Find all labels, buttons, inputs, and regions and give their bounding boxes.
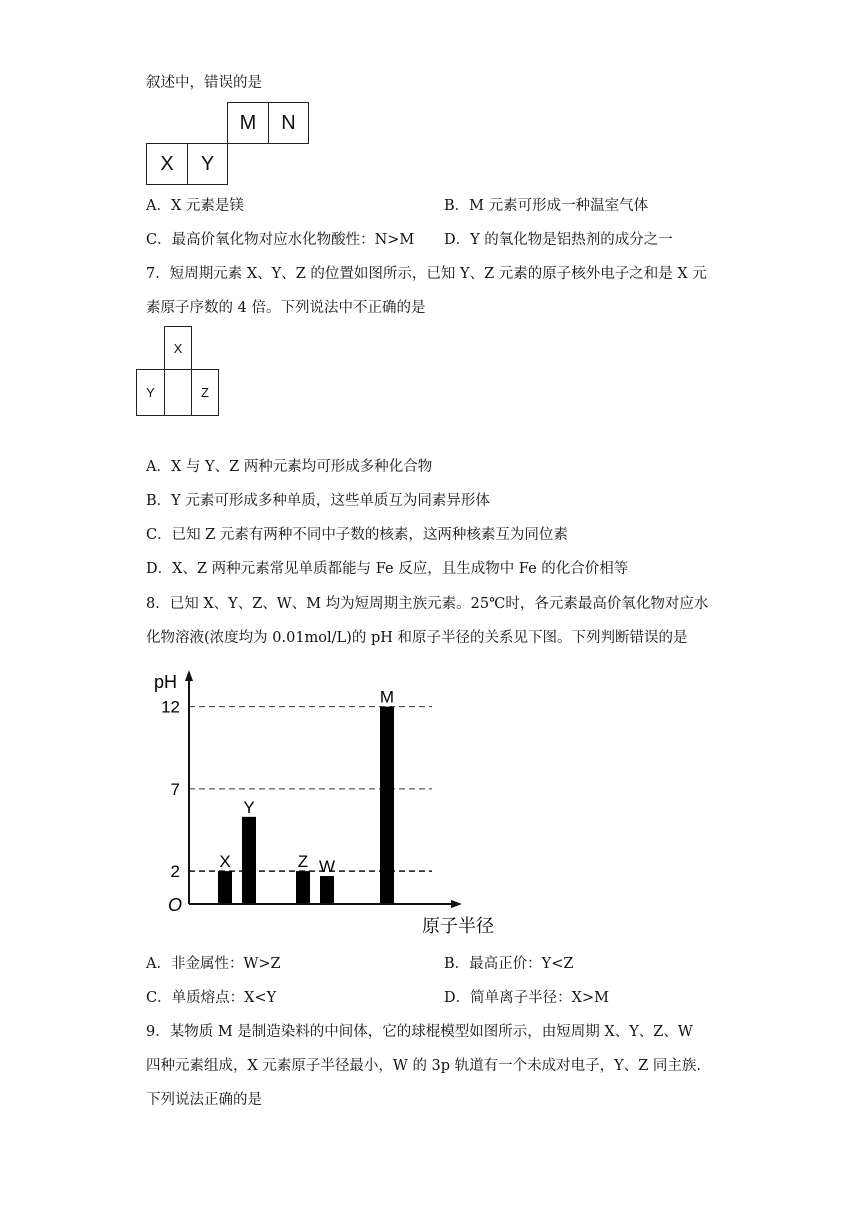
bar-label-x: X — [219, 852, 231, 872]
y-tick-label: 12 — [161, 697, 180, 717]
bar-label-m: M — [379, 687, 395, 707]
q9-stem-line1: 9．某物质 M 是制造染料的中间体，它的球棍模型如图所示，由短周期 X、Y、Z、W — [146, 1024, 693, 1040]
q7-option-b: B．Y 元素可形成多种单质，这些单质互为同素异形体 — [146, 493, 490, 509]
q6-cell-n: N — [268, 102, 309, 144]
q9-stem-line2: 四种元素组成，X 元素原子半径最小，W 的 3p 轨道有一个未成对电子，Y、Z 同主族. — [146, 1058, 702, 1074]
q8-option-c: C．单质熔点：X<Y — [146, 990, 277, 1006]
bar-m — [380, 707, 394, 904]
q8-option-b: B．最高正价：Y<Z — [444, 956, 574, 972]
q7-stem-line2: 素原子序数的 4 倍。下列说法中不正确的是 — [146, 300, 426, 316]
q8-option-a: A．非金属性：W>Z — [146, 956, 281, 972]
chart-y-ticks — [161, 698, 180, 881]
q8-stem-line2: 化物溶液(浓度均为 0.01mol/L)的 pH 和原子半径的关系见下图。下列判断错误的是 — [146, 630, 688, 646]
bar-label-w: W — [318, 857, 336, 877]
q7-cell-z: Z — [191, 369, 219, 416]
q7-cell-x: X — [164, 326, 192, 370]
y-axis-label: pH — [154, 672, 178, 692]
q6-option-a: A．X 元素是镁 — [146, 198, 244, 214]
q6-option-d: D．Y 的氧化物是铝热剂的成分之一 — [444, 232, 673, 248]
bar-w — [320, 876, 334, 904]
q6-cell-y: Y — [187, 143, 228, 185]
ph-radius-chart — [140, 662, 520, 944]
bar-y — [242, 817, 256, 904]
y-tick-label: 7 — [170, 779, 180, 799]
q6-option-c: C．最高价氧化物对应水化物酸性：N>M — [146, 232, 415, 248]
q7-stem-line1: 7．短周期元素 X、Y、Z 的位置如图所示，已知 Y、Z 元素的原子核外电子之和是 X 元 — [146, 266, 707, 282]
q7-option-d: D．X、Z 两种元素常见单质都能与 Fe 反应，且生成物中 Fe 的化合价相等 — [146, 561, 629, 577]
origin-label: O — [168, 895, 183, 915]
bar-x — [218, 871, 232, 904]
x-axis-label: 原子半径 — [422, 916, 494, 936]
q6-cell-m: M — [227, 102, 269, 144]
q7-cell-y: Y — [136, 369, 165, 416]
q9-stem-line3: 下列说法正确的是 — [146, 1092, 262, 1108]
bar-z — [296, 871, 310, 904]
chart-gridlines — [189, 707, 432, 871]
y-tick-label: 2 — [170, 862, 180, 882]
y-axis-arrow — [185, 670, 193, 681]
q7-option-c: C．已知 Z 元素有两种不同中子数的核素，这两种核素互为同位素 — [146, 527, 568, 543]
q6-stem-tail: 叙述中，错误的是 — [146, 75, 262, 91]
q6-cell-x: X — [146, 143, 188, 185]
q8-option-d: D．简单离子半径：X>M — [444, 990, 609, 1006]
bar-label-z: Z — [297, 852, 309, 872]
q8-stem-line1: 8．已知 X、Y、Z、W、M 均为短周期主族元素。25℃时，各元素最高价氧化物对应水 — [146, 596, 709, 612]
x-axis-arrow — [451, 900, 462, 908]
q7-cell-empty — [164, 369, 192, 416]
bar-label-y: Y — [243, 797, 255, 817]
q7-option-a: A．X 与 Y、Z 两种元素均可形成多种化合物 — [146, 459, 433, 475]
q6-option-b: B．M 元素可形成一种温室气体 — [444, 198, 649, 214]
